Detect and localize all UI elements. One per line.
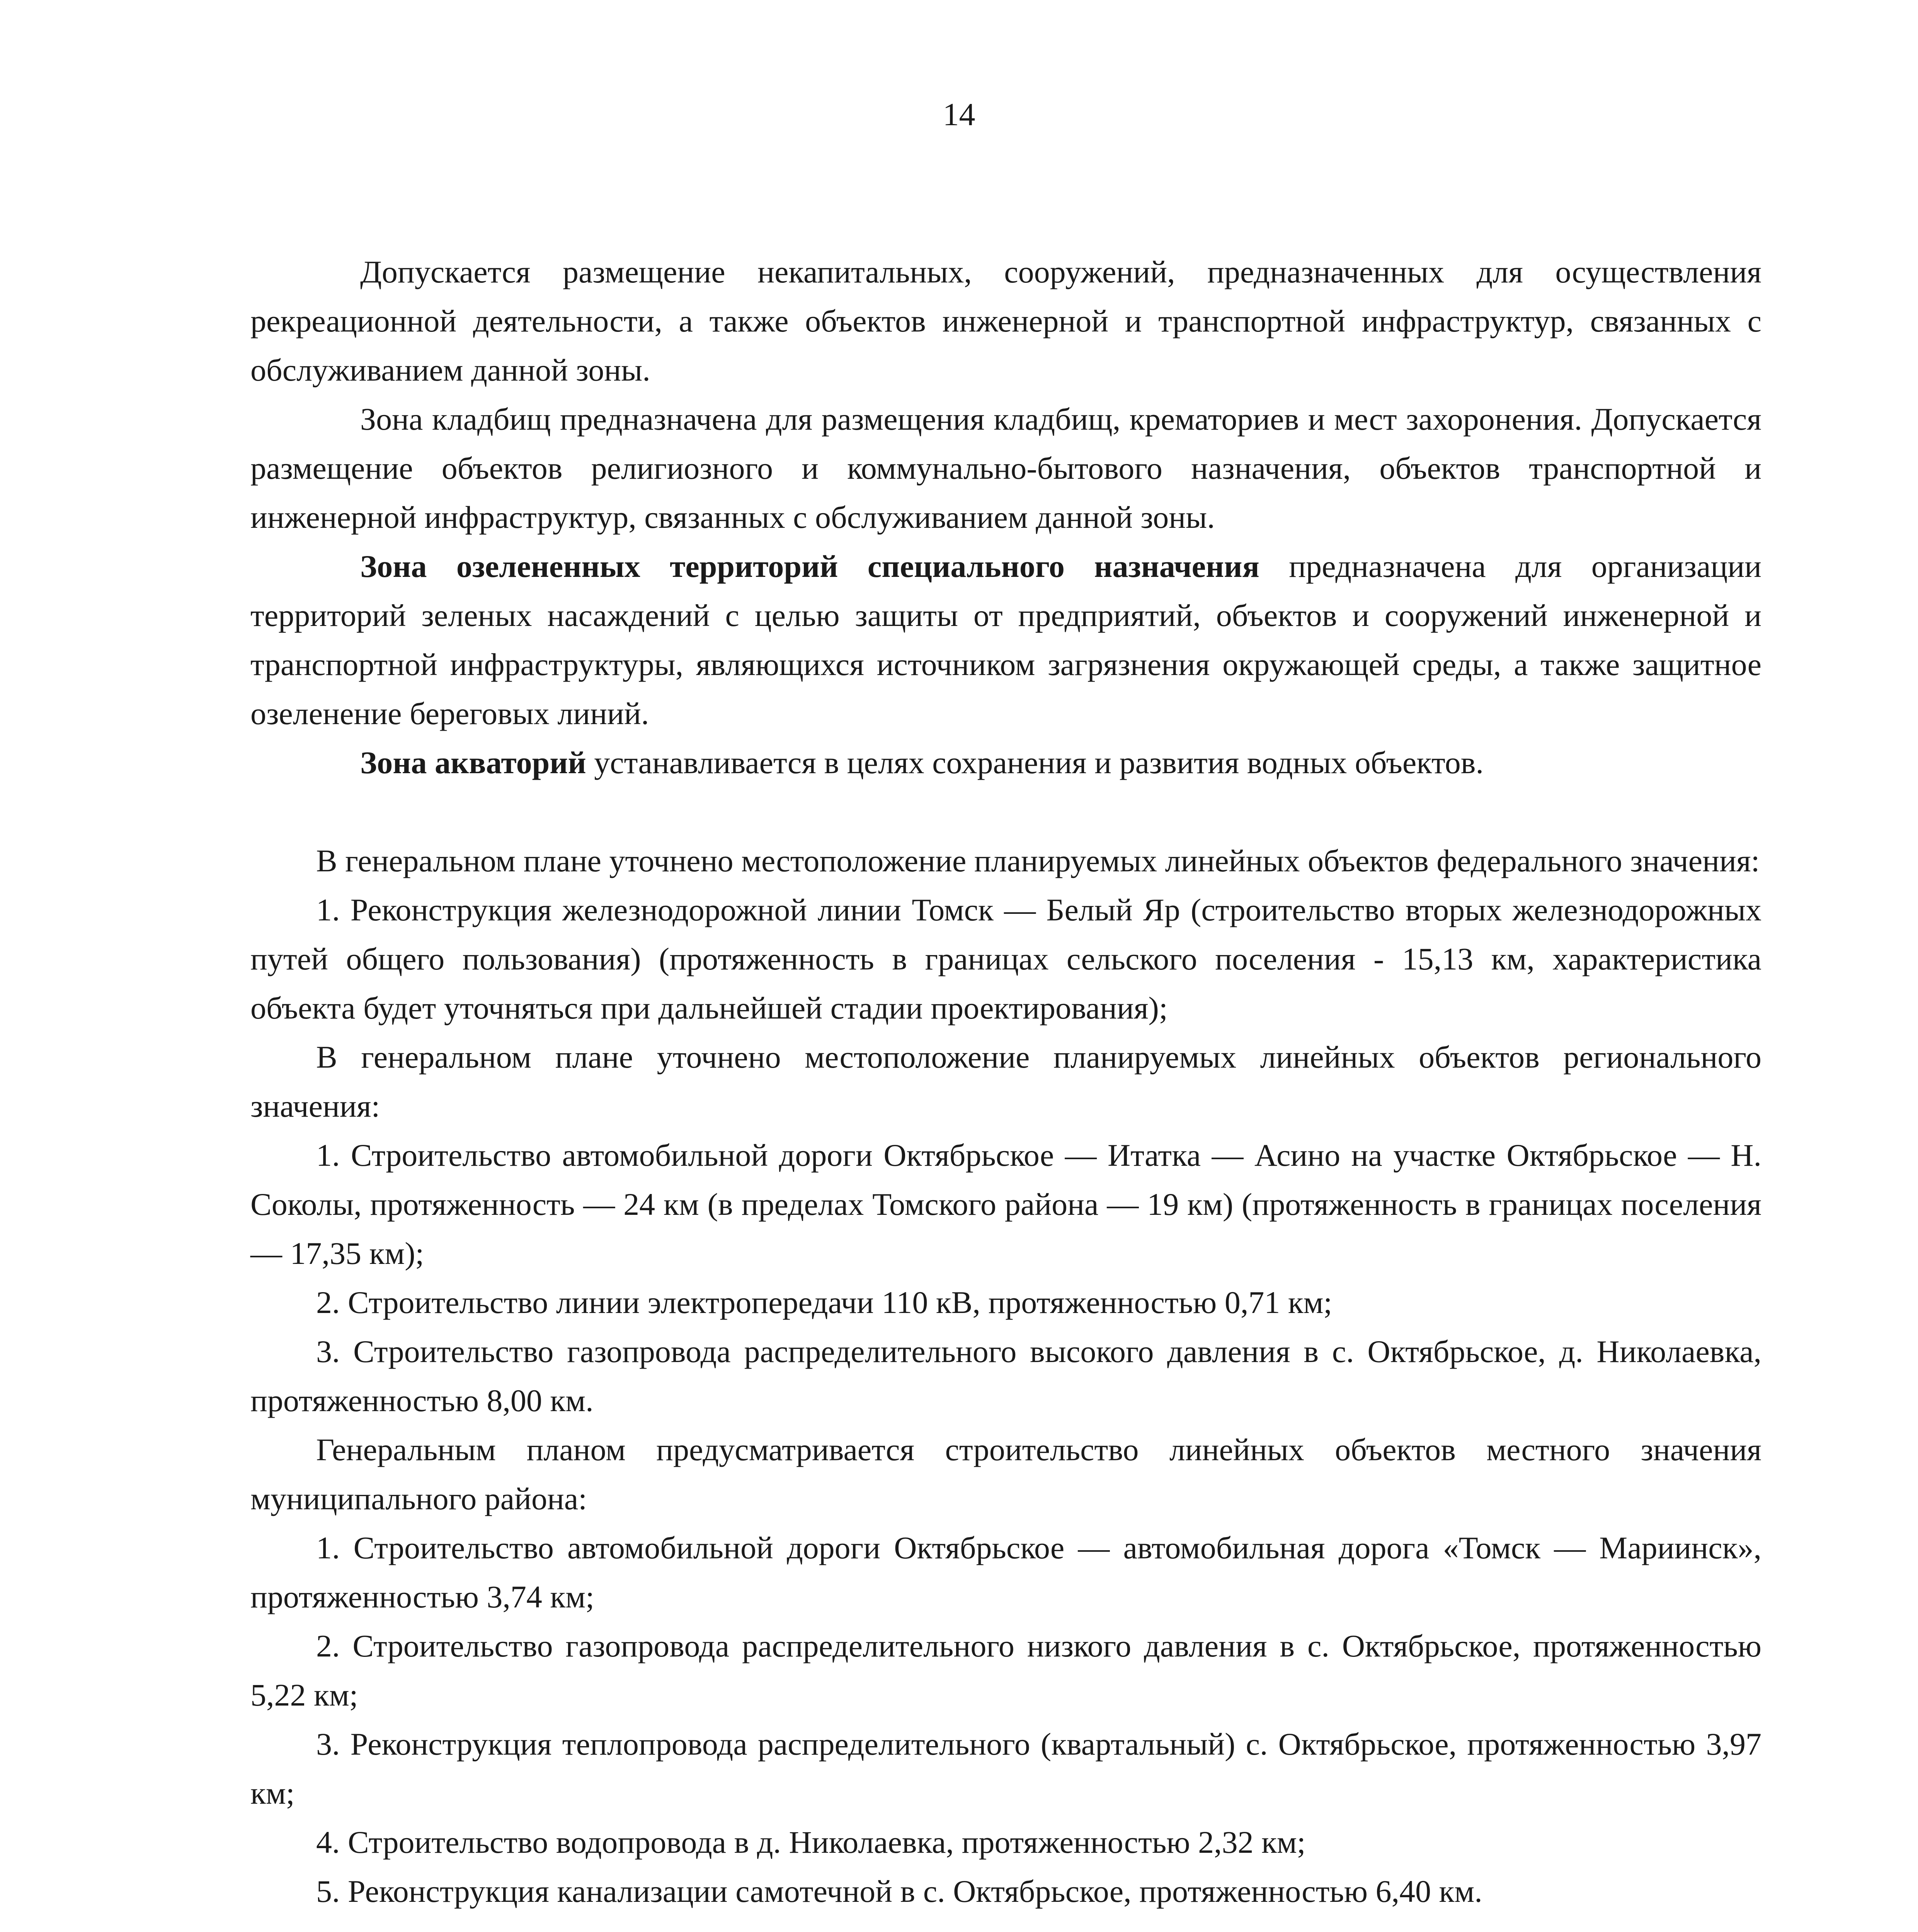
water-zone-paragraph — [250, 738, 1761, 787]
federal-objects-intro: В генеральном плане уточнено местоположение планируемых линейных объектов федерального значения: — [316, 843, 1760, 878]
regional-objects-intro: В генеральном плане уточнено местоположение планируемых линейных объектов регионального значения: — [250, 1039, 1761, 1124]
local-list-item: 2. Строительство газопровода распределительного низкого давления в с. Октябрьское, протяженностью 5,22 км; — [250, 1628, 1761, 1713]
page-number: 14 — [943, 97, 975, 133]
regional-list-item: 3. Строительство газопровода распределительного высокого давления в с. Октябрьское, д. Николаевка, протяженностью 8,00 км. — [250, 1334, 1761, 1418]
water-zone-text: устанавливается в целях сохранения и развития водных объектов. — [586, 745, 1484, 780]
cemetery-zone-paragraph: Зона кладбищ предназначена для размещения кладбищ, крематориев и мест захоронения. Допускается размещение объектов религиозного и коммунально-бытового назначения, объектов транспортной и инженерной инфраструктур, связанных с обслуживанием данной зоны. — [250, 401, 1761, 535]
paragraph-spacer — [250, 787, 1761, 836]
green-zone-text: предназначена для организации территорий зеленых насаждений с целью защиты от предприятий, объектов и сооружений инженерной и транспортной инфраструктуры, являющихся источником загрязнения окружающей среды, а также защитное озеленение береговых линий. — [250, 549, 1761, 731]
green-zone-term: Зона озелененных территорий специального назначения — [360, 549, 1259, 584]
regional-list-item: 2. Строительство линии электропередачи 110 кВ, протяженностью 0,71 км; — [316, 1285, 1333, 1320]
regional-list-item: 1. Строительство автомобильной дороги Октябрьское — Итатка — Асино на участке Октябрьское — Н. Соколы, протяженность — 24 км (в пределах Томского района — 19 км) (протяженность в границах поселения — 17,35 км); — [250, 1138, 1761, 1271]
recreation-zone-paragraph: Допускается размещение некапитальных, сооружений, предназначенных для осуществления рекреационной деятельности, а также объектов инженерной и транспортной инфраструктур, связанных с обслуживанием данной зоны. — [250, 254, 1761, 388]
local-list-item: 3. Реконструкция теплопровода распределительного (квартальный) с. Октябрьское, протяженностью 3,97 км; — [250, 1726, 1761, 1811]
local-objects-intro: Генеральным планом предусматривается строительство линейных объектов местного значения муниципального района: — [250, 1432, 1761, 1516]
water-zone-term: Зона акваторий — [360, 745, 586, 780]
local-list-item: 4. Строительство водопровода в д. Николаевка, протяженностью 2,32 км; — [316, 1825, 1306, 1860]
local-list-item: 5. Реконструкция канализации самотечной в с. Октябрьское, протяженностью 6,40 км. — [316, 1874, 1482, 1909]
federal-list-item: 1. Реконструкция железнодорожной линии Томск — Белый Яр (строительство вторых железнодорожных путей общего пользования) (протяженность в границах сельского поселения - 15,13 км, характеристика объекта будет уточняться при дальнейшей стадии проектирования); — [250, 892, 1761, 1026]
page-body — [250, 247, 1761, 1916]
green-zone-paragraph — [250, 542, 1761, 738]
local-list-item: 1. Строительство автомобильной дороги Октябрьское — автомобильная дорога «Томск — Мариинск», протяженностью 3,74 км; — [250, 1530, 1761, 1614]
